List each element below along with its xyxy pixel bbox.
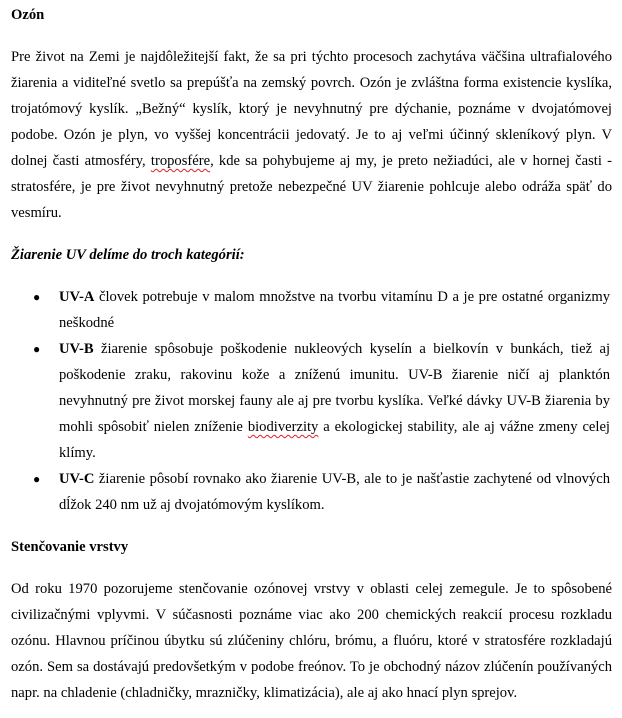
bullet-icon: ● (33, 290, 41, 304)
intro-text-part1: Pre život na Zemi je najdôležitejší fakt, že sa pri týchto procesoch zachytáva väčšina ultrafialového žiarenia a viditeľné svetlo sa prepúšťa na zemský povrch. Ozón je zvláštna forma existencie kyslíka, trojatómový kyslík. „Bežný“ kyslík, ktorý je nevyhnutný pre dýchanie, poznáme v dvojatómovej podobe. Ozón je plyn, vo vyššej koncentrácii jedovatý. Je to aj veľmi účinný skleníkový plyn. V dolnej časti atmosféry, (11, 49, 612, 169)
uv-category-list (11, 284, 612, 518)
uv-c-term: UV-C (59, 471, 95, 487)
document-page (0, 2, 622, 718)
list-item-uv-b (11, 336, 612, 466)
uv-a-text: človek potrebuje v malom množstve na tvorbu vitamínu D a je pre ostatné organizmy neškodné (59, 289, 610, 331)
uv-b-text-part1: žiarenie spôsobuje poškodenie nukleových kyselín a bielkovín v bunkách, tiež aj poškodenie zraku, rakovinu kože a zníženú imunitu. UV-B žiarenie ničí aj planktón nevyhnutný pre život morskej fauny ale aj pre tvorbu kyslíka. Veľké dávky UV-B žiarenia by mohli spôsobiť nielen zníženie (59, 341, 610, 435)
spellcheck-flagged-word: troposfére (150, 153, 211, 169)
intro-paragraph (11, 44, 612, 226)
uv-a-term: UV-A (59, 289, 95, 305)
bullet-icon: ● (33, 342, 41, 356)
section-title-ozon: Ozón (11, 7, 45, 23)
stencovanie-paragraph: Od roku 1970 pozorujeme stenčovanie ozónovej vrstvy v oblasti celej zemegule. Je to spôsobené civilizačnými vplyvmi. V súčasnosti poznáme viac ako 200 chemických reakcií procesu rozkladu ozónu. Hlavnou príčinou úbytku sú zlúčeniny chlóru, brómu, a fluóru, ktoré v stratosfére rozkladajú ozón. Sem sa dostávajú predovšetkým v podobe freónov. To je obchodný názov zlúčenín používaných napr. na chladenie (chladničky, mrazničky, klimatizácia), ale aj ako hnací plyn sprejov. (11, 581, 612, 701)
list-item-uv-a (11, 284, 612, 336)
section-title-stencovanie: Stenčovanie vrstvy (11, 539, 129, 555)
uv-b-text-part2: a ekologickej stability, ale aj vážne zmeny celej klímy. (59, 419, 610, 461)
list-item-uv-c (11, 466, 612, 518)
spellcheck-flagged-word: biodiverzity (247, 419, 319, 435)
bullet-icon: ● (33, 472, 41, 486)
uv-categories-heading: Žiarenie UV delíme do troch kategórií: (11, 247, 245, 263)
uv-b-term: UV-B (59, 341, 94, 357)
intro-text-part2: , kde sa pohybujeme aj my, je preto nežiadúci, ale v hornej časti - stratosfére, je pre život nevyhnutný pretože nebezpečné UV žiarenie pohlcuje alebo odráža späť do vesmíru. (11, 153, 612, 221)
uv-c-text: žiarenie pôsobí rovnako ako žiarenie UV-B, ale to je našťastie zachytené od vlnových dĺžok 240 nm už aj dvojatómovým kyslíkom. (59, 471, 610, 513)
